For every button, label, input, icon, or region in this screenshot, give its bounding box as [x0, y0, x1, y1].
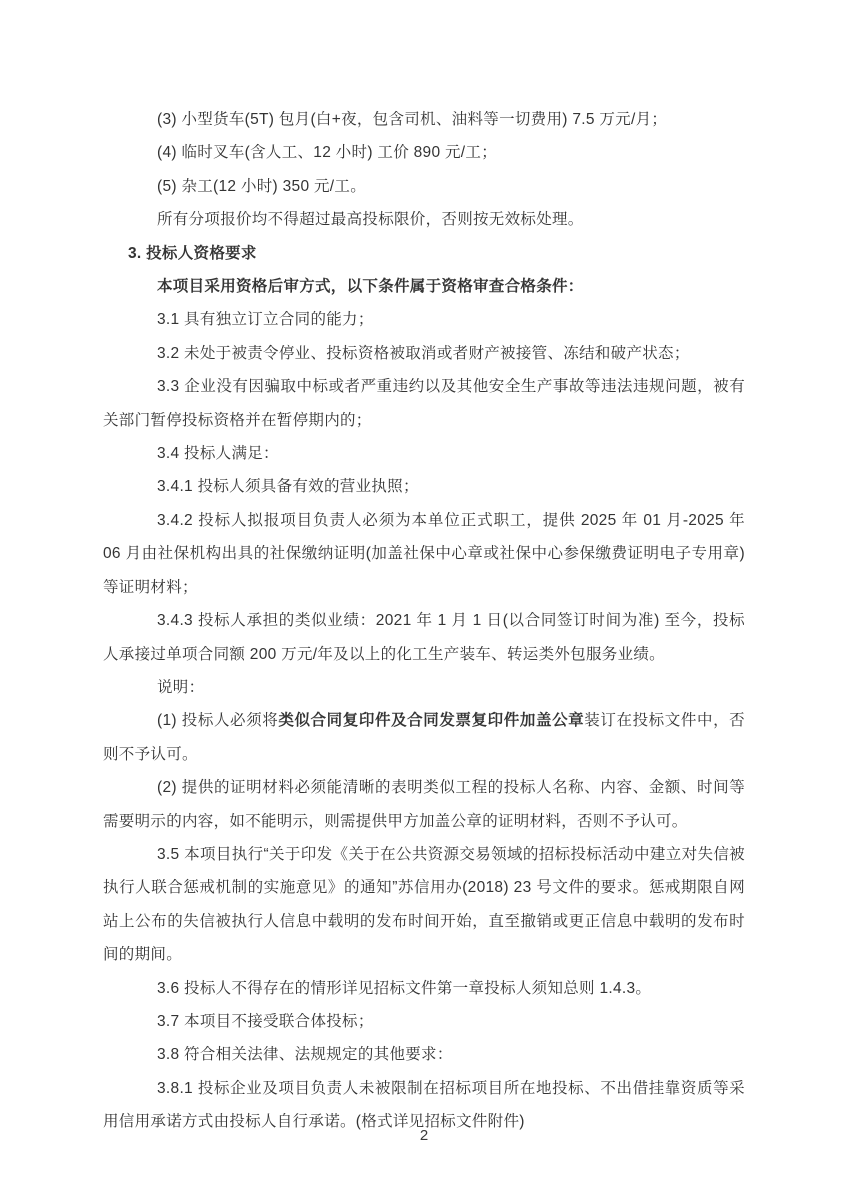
paragraph	[103, 972, 745, 1005]
text-run: 说明：	[157, 678, 205, 696]
paragraph	[103, 671, 745, 704]
paragraph	[103, 337, 745, 370]
text-run: 3.2 未处于被责令停业、投标资格被取消或者财产被接管、冻结和破产状态；	[157, 344, 690, 362]
paragraph	[103, 1005, 745, 1038]
text-run: 3.3 企业没有因骗取中标或者严重违约以及其他安全生产事故等违法违规问题，被有关部门暂停投标资格并在暂停期内的；	[103, 378, 745, 429]
paragraph	[103, 437, 745, 470]
paragraph	[103, 203, 745, 236]
paragraph	[103, 370, 745, 437]
text-run: 3.1 具有独立订立合同的能力；	[157, 311, 374, 329]
paragraph	[103, 771, 745, 838]
paragraph	[103, 704, 745, 771]
text-run: 3.8 符合相关法律、法规规定的其他要求：	[157, 1046, 453, 1064]
paragraph	[103, 303, 745, 336]
text-run: 3.4 投标人满足：	[157, 445, 279, 463]
text-run: 3.8.1 投标企业及项目负责人未被限制在招标项目所在地投标、不出借挂靠资质等采用信用承诺方式由投标人自行承诺。(格式详见招标文件附件)	[103, 1079, 745, 1131]
text-run: 类似合同复印件及合同发票复印件加盖公章	[278, 712, 585, 730]
text-run: 3.4.1 投标人须具备有效的营业执照；	[157, 478, 419, 496]
text-run: 3.4.2 投标人拟报项目负责人必须为本单位正式职工，提供 2025 年 01 月-2025 年 06 月由社保机构出具的社保缴纳证明(加盖社保中心章或社保中心参保缴费证明电子专用章) 等证明材料；	[103, 511, 745, 596]
paragraph	[103, 103, 745, 136]
section-heading	[103, 237, 745, 270]
text-run: 3. 投标人资格要求	[128, 244, 257, 262]
document-body	[103, 103, 745, 1139]
page-number: 2	[419, 1127, 429, 1144]
paragraph	[103, 170, 745, 203]
paragraph	[103, 604, 745, 671]
text-run: (1) 投标人必须将	[157, 712, 279, 730]
paragraph	[103, 470, 745, 503]
paragraph	[103, 838, 745, 972]
paragraph	[103, 1038, 745, 1071]
text-run: 3.6 投标人不得存在的情形详见招标文件第一章投标人须知总则 1.4.3。	[157, 979, 652, 997]
text-run: (5) 杂工(12 小时) 350 元/工。	[157, 177, 367, 195]
text-run: 本项目采用资格后审方式，以下条件属于资格审查合格条件：	[157, 278, 584, 296]
text-run: 装订在投标文件中，否则不予认可。	[103, 712, 745, 763]
text-run: 3.5 本项目执行“关于印发《关于在公共资源交易领域的招标投标活动中建立对失信被执行人联合惩戒机制的实施意见》的通知”苏信用办(2018) 23 号文件的要求。惩戒期限自网站上公布的失信被执行人信息中载明的发布时间开始，直至撤销或更正信息中载明的发布时间的期间。	[103, 845, 745, 964]
paragraph	[103, 136, 745, 169]
text-run: 所有分项报价均不得超过最高投标限价，否则按无效标处理。	[157, 211, 584, 229]
paragraph	[103, 270, 745, 303]
text-run: (2) 提供的证明材料必须能清晰的表明类似工程的投标人名称、内容、金额、时间等需要明示的内容，如不能明示，则需提供甲方加盖公章的证明材料，否则不予认可。	[103, 779, 745, 830]
text-run: 3.4.3 投标人承担的类似业绩：2021 年 1 月 1 日(以合同签订时间为准) 至今，投标人承接过单项合同额 200 万元/年及以上的化工生产装车、转运类外包服务业绩。	[103, 612, 745, 663]
text-run: (3) 小型货车(5T) 包月(白+夜，包含司机、油料等一切费用) 7.5 万元/月；	[157, 111, 668, 128]
paragraph	[103, 504, 745, 604]
text-run: 3.7 本项目不接受联合体投标；	[157, 1012, 374, 1030]
text-run: (4) 临时叉车(含人工、12 小时) 工价 890 元/工；	[157, 144, 498, 162]
